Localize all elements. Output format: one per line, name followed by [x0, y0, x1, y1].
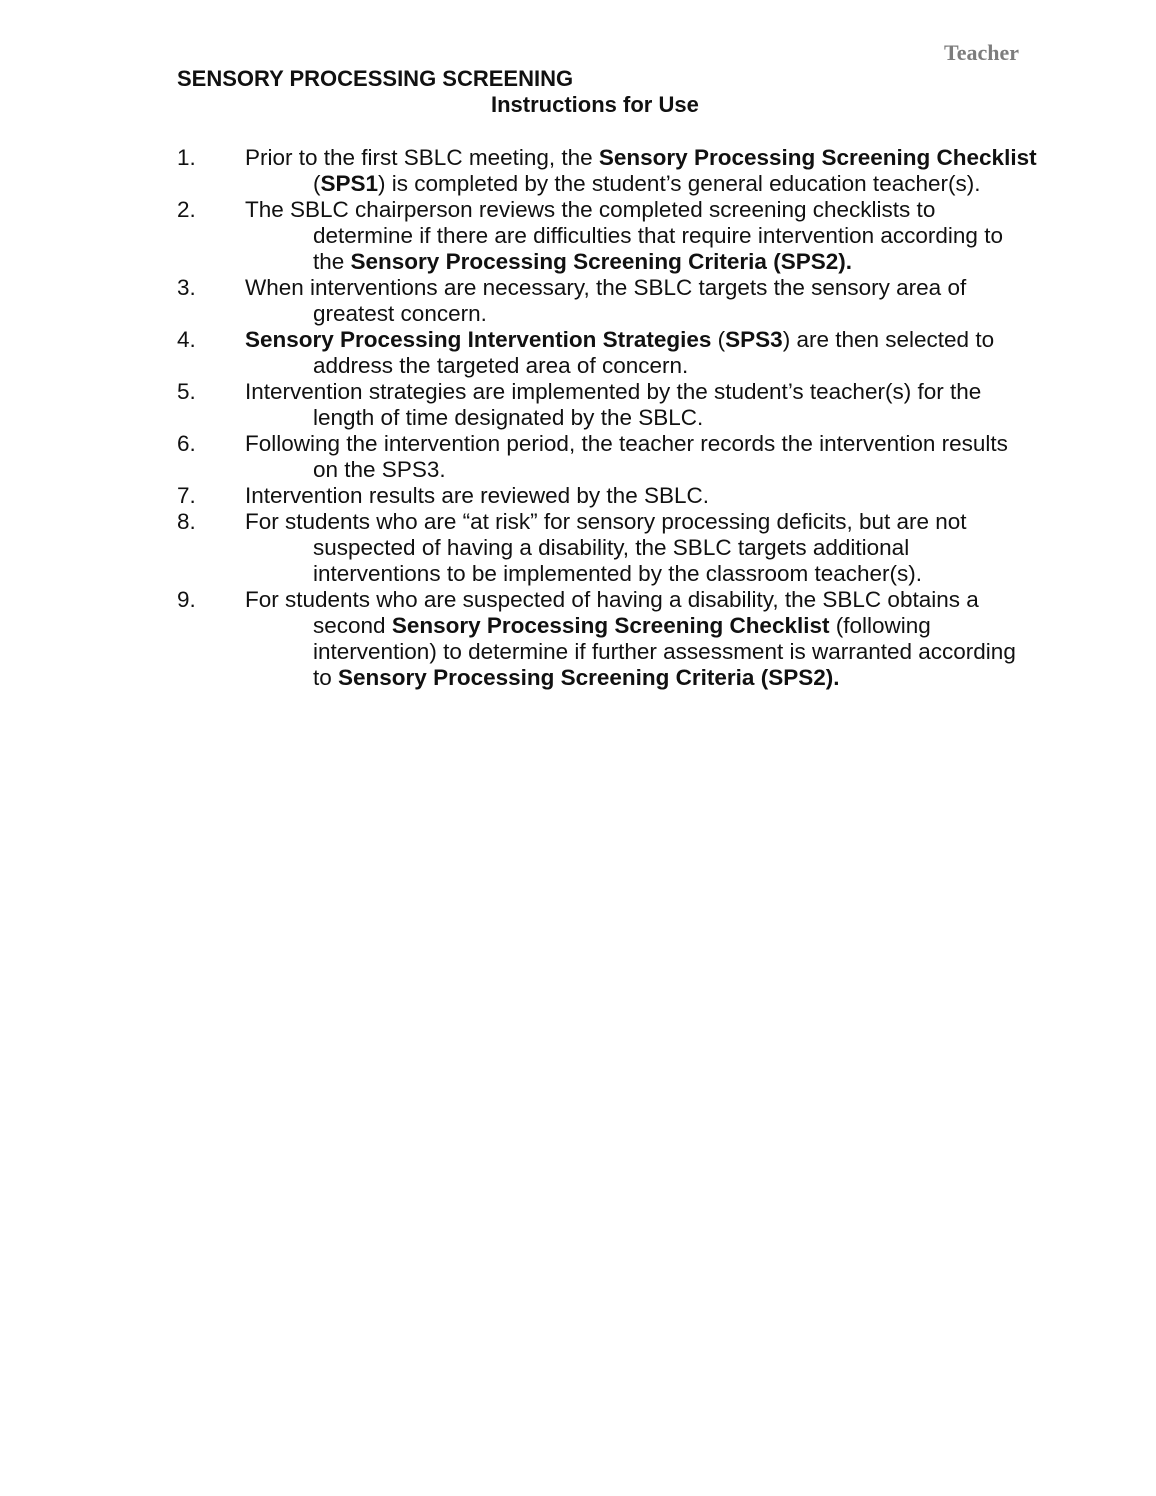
instruction-step — [177, 509, 1037, 587]
instruction-step — [177, 197, 1037, 275]
step-number: 8. — [177, 509, 196, 534]
step-text — [245, 431, 1008, 482]
step-number: 3. — [177, 275, 196, 300]
bold-text: Sensory Processing Screening Criteria (SPS2). — [350, 249, 852, 274]
step-text — [245, 509, 967, 586]
bold-text: Sensory Processing Screening Checklist — [391, 613, 830, 638]
step-number: 5. — [177, 379, 196, 404]
text-segment: Prior to the first SBLC meeting, the — [245, 145, 599, 170]
step-text — [245, 275, 966, 326]
step-number: 2. — [177, 197, 196, 222]
step-number: 4. — [177, 327, 196, 352]
text-segment: ) is completed by the student’s general education teacher(s). — [378, 171, 981, 196]
text-segment: ) are then selected to address the targeted area of concern. — [313, 327, 995, 378]
instruction-step — [177, 327, 1037, 379]
document-subtitle: Instructions for Use — [491, 92, 699, 117]
text-segment: Following the intervention period, the teacher records the intervention results on the SPS3. — [245, 431, 1008, 482]
step-number: 9. — [177, 587, 196, 612]
text-segment: (following intervention) to determine if further assessment is warranted according to — [313, 613, 1016, 690]
step-text — [245, 483, 709, 508]
text-segment: ( — [711, 327, 726, 352]
bold-text: SPS3 — [725, 327, 783, 352]
bold-text: Sensory Processing Screening Criteria (SPS2). — [338, 665, 840, 690]
step-text — [245, 587, 1016, 690]
text-segment: Intervention strategies are implemented by the student’s teacher(s) for the length of time designated by the SBLC. — [245, 379, 982, 430]
instruction-step — [177, 483, 1037, 509]
step-number: 7. — [177, 483, 196, 508]
text-segment: Intervention results are reviewed by the SBLC. — [245, 483, 709, 508]
instruction-step — [177, 145, 1037, 197]
instruction-step — [177, 431, 1037, 483]
step-text — [245, 197, 1003, 274]
document-title: SENSORY PROCESSING SCREENING — [177, 66, 574, 91]
text-segment: For students who are “at risk” for sensory processing deficits, but are not suspected of having a disability, the SBLC targets additional interventions to be implemented by the classroom teacher(s). — [245, 509, 967, 586]
instruction-step — [177, 379, 1037, 431]
bold-text: Sensory Processing Screening Checklist — [598, 145, 1037, 170]
step-number: 6. — [177, 431, 196, 456]
text-segment: When interventions are necessary, the SBLC targets the sensory area of greatest concern. — [245, 275, 967, 326]
instructions-list — [177, 145, 1037, 691]
instruction-step — [177, 275, 1037, 327]
text-segment: ( — [313, 171, 321, 196]
step-text — [245, 379, 981, 430]
text-segment: For students who are suspected of having a disability, the SBLC obtains a second — [245, 587, 979, 638]
step-text — [245, 145, 1037, 196]
text-segment: The SBLC chairperson reviews the completed screening checklists to determine if there are difficulties that require intervention according to the — [245, 197, 1003, 274]
instruction-step — [177, 587, 1037, 691]
bold-text: SPS1 — [320, 171, 379, 196]
step-number: 1. — [177, 145, 196, 170]
step-text — [245, 327, 994, 378]
header-label: Teacher — [944, 40, 1019, 65]
bold-text: Sensory Processing Intervention Strategies — [245, 327, 712, 352]
